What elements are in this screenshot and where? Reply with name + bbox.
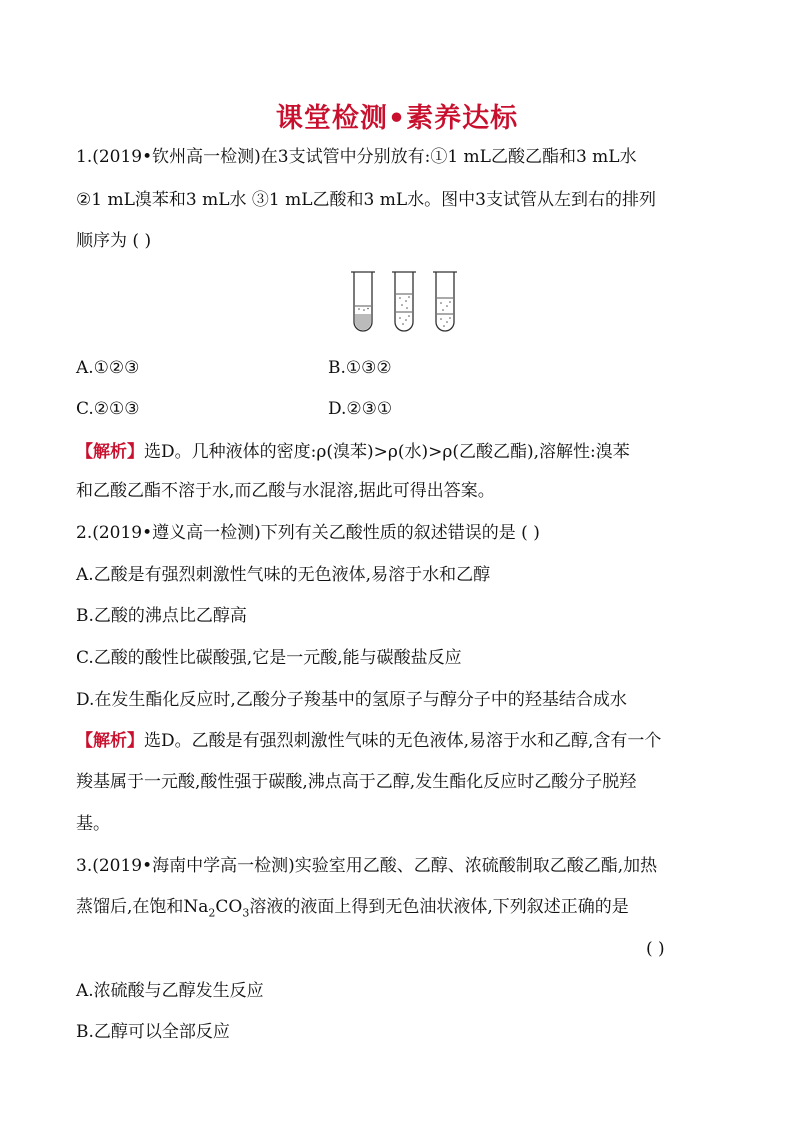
q2-analysis-line2: 羧基属于一元酸,酸性强于碳酸,沸点高于乙醇,发生酯化反应时乙酸分子脱羟 <box>76 772 637 792</box>
q1-option-c: C.②①③ <box>76 399 140 419</box>
analysis-tag: 【解析】 <box>76 731 144 751</box>
q2-stem-line1: 2.(2019•遵义高一检测)下列有关乙酸性质的叙述错误的是 ( ) <box>76 523 540 543</box>
q3-option-b: B.乙醇可以全部反应 <box>76 1022 230 1042</box>
test-tube-left <box>351 272 375 331</box>
q3-text-c: 溶液的液面上得到无色油状液体,下列叙述正确的是 <box>249 897 629 917</box>
q2-analysis-line1 <box>76 730 736 752</box>
q1-stem-line2: ②1 mL溴苯和3 mL水 ③1 mL乙酸和3 mL水。图中3支试管从左到右的排列 <box>76 190 656 210</box>
page-title: 课堂检测•素养达标 <box>275 103 519 134</box>
q2-option-a: A.乙酸是有强烈刺激性气味的无色液体,易溶于水和乙醇 <box>76 565 491 585</box>
q3-text-a: 蒸馏后,在饱和Na <box>76 897 209 917</box>
q3-stem-line2 <box>76 896 736 924</box>
test-tube-middle <box>392 272 416 331</box>
q2-analysis-text1: 选D。乙酸是有强烈刺激性气味的无色液体,易溶于水和乙醇,含有一个 <box>144 731 662 751</box>
q1-analysis-line2: 和乙酸乙酯不溶于水,而乙酸与水混溶,据此可得出答案。 <box>76 481 495 501</box>
q3-stem-line1: 3.(2019•海南中学高一检测)实验室用乙酸、乙醇、浓硫酸制取乙酸乙酯,加热 <box>76 856 658 876</box>
q2-option-d: D.在发生酯化反应时,乙酸分子羧基中的氢原子与醇分子中的羟基结合成水 <box>76 690 627 710</box>
q3-option-a: A.浓硫酸与乙醇发生反应 <box>76 981 264 1001</box>
q3-subscript-2: 2 <box>208 906 216 920</box>
q1-option-d: D.②③① <box>328 399 393 419</box>
q1-analysis-line1 <box>76 441 736 463</box>
q3-answer-paren: ( ) <box>646 939 665 959</box>
q1-analysis-text1: 选D。几种液体的密度:ρ(溴苯)>ρ(水)>ρ(乙酸乙酯),溶解性:溴苯 <box>144 442 630 462</box>
q2-analysis-line3: 基。 <box>76 814 110 834</box>
test-tubes-figure <box>350 268 460 334</box>
q3-subscript-3: 3 <box>242 906 250 920</box>
q2-option-c: C.乙酸的酸性比碳酸强,它是一元酸,能与碳酸盐反应 <box>76 648 462 668</box>
q1-stem-line1: 1.(2019•钦州高一检测)在3支试管中分别放有:①1 mL乙酸乙酯和3 mL水 <box>76 147 637 167</box>
analysis-tag: 【解析】 <box>76 442 144 462</box>
q1-stem-line3: 顺序为 ( ) <box>76 231 152 251</box>
q2-option-b: B.乙酸的沸点比乙醇高 <box>76 606 247 626</box>
test-tube-right <box>433 272 457 331</box>
q3-text-b: CO <box>215 897 243 917</box>
q1-option-b: B.①③② <box>328 358 392 378</box>
q1-option-a: A.①②③ <box>76 358 140 378</box>
